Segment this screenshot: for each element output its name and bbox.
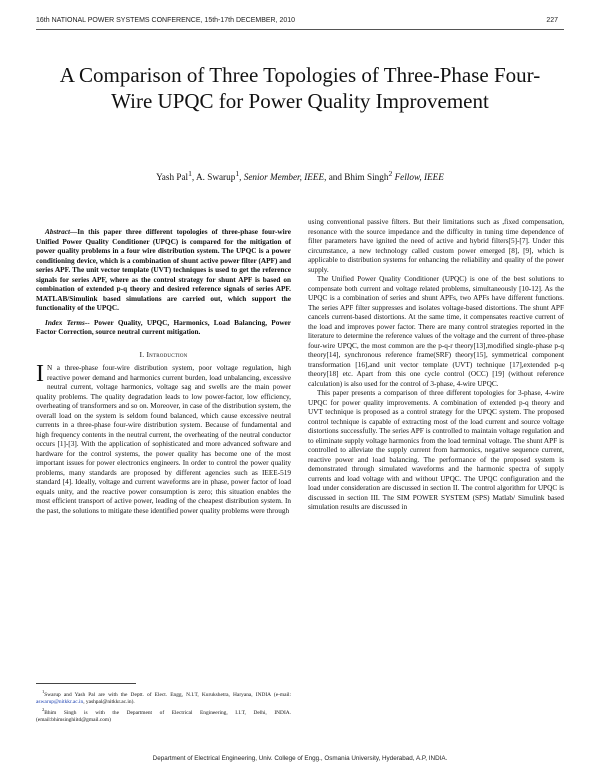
index-terms [36,319,291,338]
left-column [36,228,291,516]
author-sep-2: , and Bhim Singh [324,172,389,183]
footnotes [36,688,291,725]
page-footer: Department of Electrical Engineering, Univ. College of Engg., Osmania University, Hyderabad, A.P, INDIA. [152,755,448,762]
footnote-1-email-link[interactable]: aswarup@nitkkr.ac.in [36,699,84,706]
section-heading [36,350,291,360]
author-1-affil: 1 [188,169,192,178]
intro-paragraph-1 [36,361,291,516]
footnote-rule [36,683,136,684]
paper-title: A Comparison of Three Topologies of Three-Phase Four-Wire UPQC for Power Quality Improvement [59,63,541,113]
author-sep-1: , A. Swarup [191,172,236,183]
author-line [50,169,550,182]
conference-name: 16th NATIONAL POWER SYSTEMS CONFERENCE, 15th-17th DECEMBER, 2010 [36,17,296,24]
author-3-affil: 2 [388,169,393,178]
author-2-role: , Senior Member, IEEE [239,172,325,183]
footnote-1 [36,688,291,706]
footnote-2-text: Bhim Singh is with the Department of Electrical Engineering, I.I.T, Delhi, INDIA. (email:bhimsinghiitd@gmail.com) [36,710,291,724]
author-3-role: Fellow, IEEE [392,172,444,183]
footnote-1-email-2: , yashpal@nitkkr.ac.in). [83,699,135,706]
right-column [308,218,564,513]
section-title: Introduction [146,349,188,359]
running-header [36,17,564,29]
abstract-text: —In this paper three different topologies of three-phase four-wire Unified Power Quality Conditioner (UPQC) is compared for the mitigation of power quality problems in a four wire distribution system. The UPQC is a power conditioning device, which is a combination of shunt active power filter (APF) and series APF. The unit vector template (UVT) techniques is used to get the reference signals for series APF, where as the control strategy for shunt APF is based on combination of extended p-q theory and desired reference signals of series APF. MATLAB/Simulink based simulations are carried out, which support the functionality of the UPQC. [36,228,291,312]
footnote-2 [36,706,291,724]
section-number: I. [139,349,145,359]
page-number: 227 [546,17,558,24]
author-1: Yash Pal [156,172,189,183]
author-2-affil: 1 [235,169,240,178]
intro-paragraph-3: This paper presents a comparison of three different topologies for 3-phase, 4-wire UPQC for power quality improvements. A combination of extended p-q theory and UVT technique is proposed as a control strategy for the UPQC system. The proposed control technique is capable of extracting most of the load current and source voltage distortions successfully. The series APF is controlled to maintain voltage regulation and to eliminate supply voltage harmonics from the load terminal voltage. The shunt APF is controlled to alleviate the supply current from harmonics, negative sequence current, reactive power and load balancing. The performance of the proposed system is demonstrated through simulated waveforms and the harmonic spectra of supply currents and load voltage with and without UPQC. The UPQC configuration and the load under consideration are discussed in section II. The control algorithm for UPQC is discussed in section III. The SIM POWER SYSTEM (SPS) Matlab/ Simulink based simulation results are discussed in [308,389,564,511]
footnote-1-text: Swarup and Yash Pal are with the Deptt. of Elect. Engg, N.I.T, Kurukshetra, Haryana, INDIA (e-mail: [44,691,291,698]
header-rule [36,29,564,30]
intro-paragraph-1-text: N a three-phase four-wire distribution system, poor voltage regulation, high reactive power demand and harmonics current burden, load unbalancing, excessive neutral current, voltage harmonics, voltage sag and swells are the main power quality problems. The quality degradation leads to low power-factor, low efficiency, overheating of transformers and so on. Moreover, in case of the distribution system, the overall load on the system is seldom found balanced, which cause excessive neutral currents in a three-phase four-wire distribution system. Because of fundamental and high frequency contents in the neutral current, the overheating of the neutral conductor occurs [1]-[3]. With the application of sophisticated and more advanced software and hardware for the control systems, the power quality has become one of the most important issues for power electronics engineers. In order to control the power quality problems, many standards are proposed by different agencies such as IEEE-519 standard [4]. Ideally, voltage and current waveforms are in phase, power factor of load equals unity, and the reactive power consumption is zero; this situation enables the most efficient transport of active power, leading of the cheapest distribution system. In the past, the solutions to mitigate these identified power quality problems were through [36,364,291,515]
index-terms-label: Index Terms [45,318,85,327]
abstract [36,228,291,314]
footnote-2-mark: 2 [42,707,45,713]
index-terms-text: -- Power Quality, UPQC, Harmonics, Load Balancing, Power Factor Correction, source neutral current mitigation. [36,318,291,336]
abstract-label: Abstract [45,228,70,236]
drop-cap: I [36,361,44,387]
intro-paragraph-1-continued: using conventional passive filters. But their limitations such as ,fixed compensation, resonance with the source impedance and the difficulty in tuning time dependence of filter parameters have ignited the need of active and hybrid filters[5]-[7]. Under this circumstance, a new technology called custom power emerged [8], [9], which is applicable to distribution systems for enhancing the reliability and quality of the power supply. [308,218,564,274]
intro-paragraph-2: The Unified Power Quality Conditioner (UPQC) is one of the best solutions to compensate both current and voltage related problems, simultaneously [10-12]. As the UPQC is a combination of series and shunt APFs, two APFs have different functions. The series APF filter suppresses and isolates voltage-based distortions. The shunt APF cancels current-based distortions. At the same time, it compensates reactive current of the load and improves power factor. There are many control strategies reported in the literature to determine the reference values of the voltage and the current of three-phase four-wire UPQC, the most common are the p-q-r theory[13],modified single-phase p-q theory[14], synchronous reference frame(SRF) theory[15], symmetrical component transformation [16],and unit vector template (UVT) technique [17],extended p-q theory[18] etc. Apart from this one cycle control (OCC) [19] (without reference calculation) is also used for the control of 3-phase, 4-wire UPQC. [308,275,564,388]
footnote-1-mark: 1 [42,689,45,694]
